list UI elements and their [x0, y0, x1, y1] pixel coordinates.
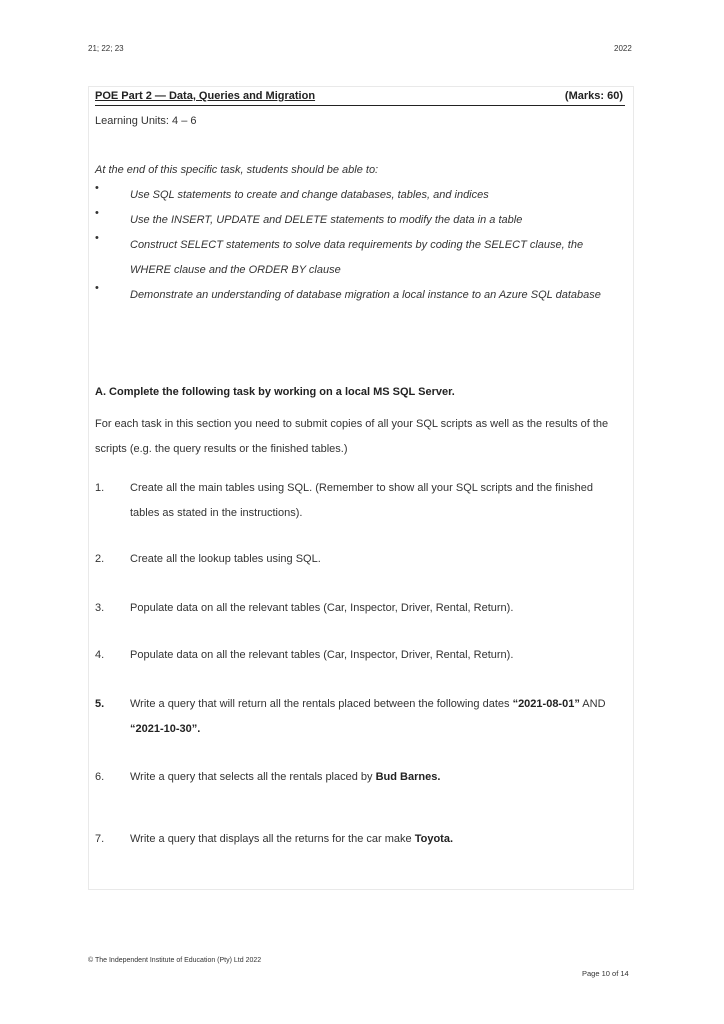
- task-number: 7.: [95, 833, 105, 845]
- copyright-footer: © The Independent Institute of Education (Pty) Ltd 2022: [88, 957, 262, 964]
- bullet-text: Demonstrate an understanding of database migration a local instance to an Azure SQL database: [130, 289, 601, 301]
- page-number: Page 10 of 14: [582, 969, 629, 978]
- task-text: Populate data on all the relevant tables (Car, Inspector, Driver, Rental, Return).: [130, 649, 514, 661]
- task-number: 1.: [95, 482, 105, 494]
- task-number: 3.: [95, 602, 105, 614]
- bullet-text: Construct SELECT statements to solve data requirements by coding the SELECT clause, the WHERE clause and the ORDER BY clause: [130, 239, 584, 276]
- page-title: POE Part 2 — Data, Queries and Migration: [95, 90, 316, 102]
- task-number: 5.: [95, 698, 105, 710]
- date-end: “2021-10-30”.: [130, 723, 201, 735]
- task-text: Populate data on all the relevant tables (Car, Inspector, Driver, Rental, Return).: [130, 602, 514, 614]
- header-code: 21; 22; 23: [88, 44, 124, 53]
- task-text-part: Write a query that selects all the rentals placed by: [130, 771, 376, 783]
- task-text: [130, 827, 625, 852]
- bullet-text: Use the INSERT, UPDATE and DELETE statements to modify the data in a table: [130, 214, 523, 226]
- task-text-part: Write a query that will return all the rentals placed between the following dates: [130, 698, 513, 710]
- bullet-dot: •: [95, 232, 99, 244]
- intro-text: At the end of this specific task, students should be able to:: [95, 164, 379, 176]
- title-row: [95, 90, 625, 106]
- task-number: 4.: [95, 649, 105, 661]
- date-start: “2021-08-01”: [512, 698, 580, 710]
- task-text: [130, 692, 625, 742]
- bullet-dot: •: [95, 282, 99, 294]
- car-make: Toyota.: [414, 833, 453, 845]
- task-number: 2.: [95, 553, 105, 565]
- section-a-heading: A. Complete the following task by working on a local MS SQL Server.: [95, 386, 455, 398]
- marks-label: (Marks: 60): [564, 90, 623, 102]
- task-text: [130, 765, 625, 790]
- learning-units: Learning Units: 4 – 6: [95, 115, 197, 127]
- section-a-paragraph: For each task in this section you need to submit copies of all your SQL scripts as well as the results of the scripts (e.g. the query results or the finished tables.): [95, 418, 609, 455]
- bullet-dot: •: [95, 207, 99, 219]
- task-text: Create all the lookup tables using SQL.: [130, 553, 321, 565]
- bullet-text: Use SQL statements to create and change databases, tables, and indices: [130, 189, 489, 201]
- task-text-part: AND: [579, 698, 606, 710]
- driver-name: Bud Barnes.: [375, 771, 441, 783]
- task-text-part: Write a query that displays all the returns for the car make: [130, 833, 415, 845]
- task-number: 6.: [95, 771, 105, 783]
- task-text: Create all the main tables using SQL. (Remember to show all your SQL scripts and the finished tables as stated in the instructions).: [130, 482, 594, 519]
- header-year: 2022: [614, 44, 632, 53]
- bullet-dot: •: [95, 182, 99, 194]
